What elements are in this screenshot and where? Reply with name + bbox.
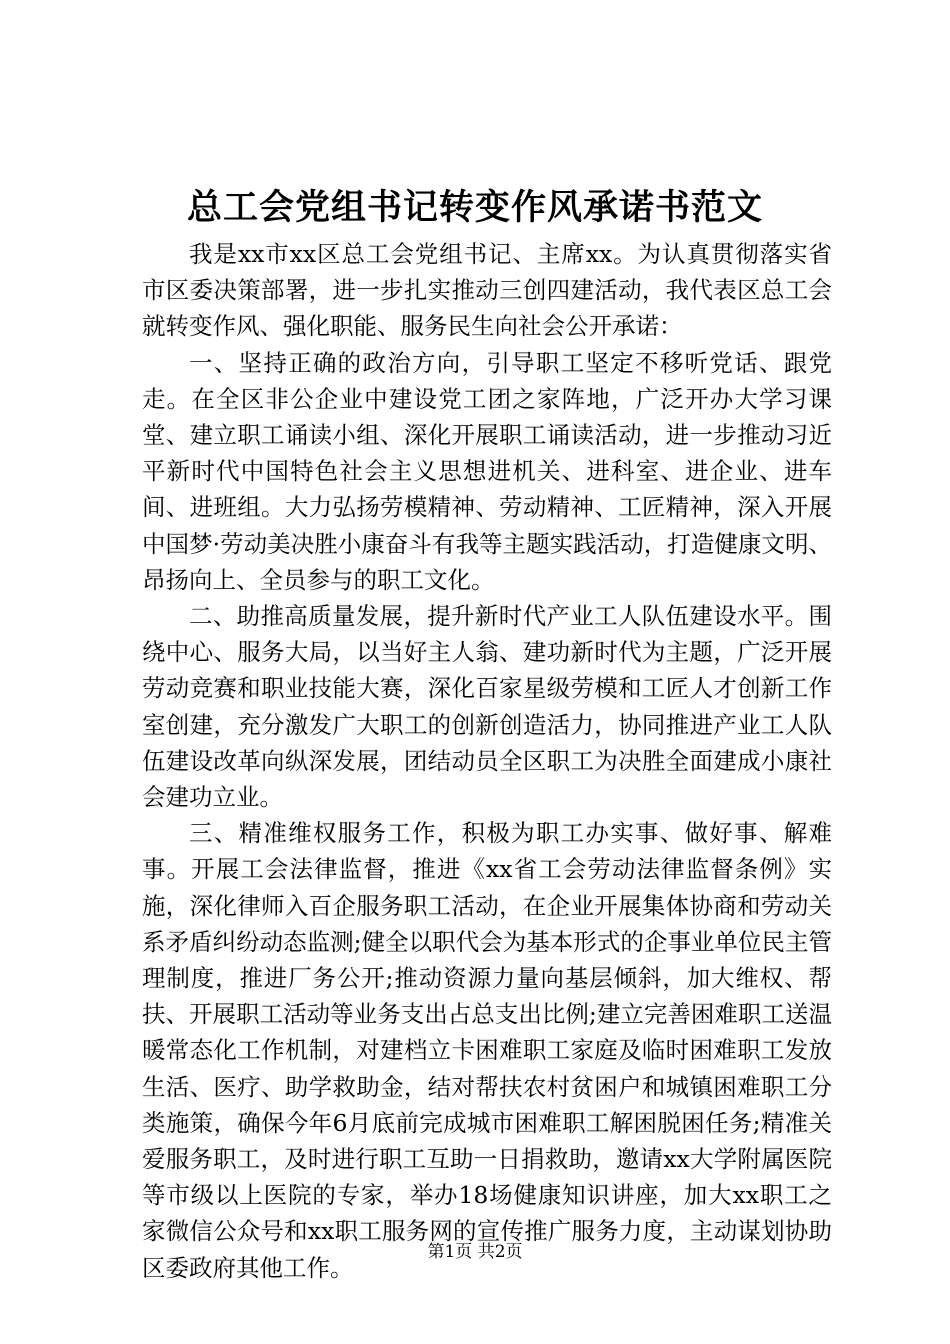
document-body xyxy=(142,236,832,1286)
page-number-footer: 第1页 共2页 xyxy=(427,1242,523,1262)
document-title: 总工会党组书记转变作风承诺书范文 xyxy=(186,187,763,228)
paragraph-three: 三、精准维权服务工作，积极为职工办实事、做好事、解难事。开展工会法律监督，推进《xx省工会劳动法律监督条例》实施，深化律师入百企服务职工活动，在企业开展集体协商和劳动关系矛盾纠纷动态监测;健全以职代会为基本形式的企事业单位民主管理制度，推进厂务公开;推动资源力量向基层倾斜，加大维权、帮扶、开展职工活动等业务支出占总支出比例;建立完善困难职工送温暖常态化工作机制，对建档立卡困难职工家庭及临时困难职工发放生活、医疗、助学救助金，结对帮扶农村贫困户和城镇困难职工分类施策，确保今年6月底前完成城市困难职工解困脱困任务;精准关爱服务职工，及时进行职工互助一日捐救助，邀请xx大学附属医院等市级以上医院的专家，举办18场健康知识讲座，加大xx职工之家微信公众号和xx职工服务网的宣传推广服务力度，主动谋划协助区委政府其他工作。 xyxy=(142,819,832,1282)
paragraph-intro: 我是xx市xx区总工会党组书记、主席xx。为认真贯彻落实省市区委决策部署，进一步扎实推动三创四建活动，我代表区总工会就转变作风、强化职能、服务民生向社会公开承诺： xyxy=(142,240,832,341)
paragraph-one: 一、坚持正确的政治方向，引导职工坚定不移听党话、跟党走。在全区非公企业中建设党工团之家阵地，广泛开办大学习课堂、建立职工诵读小组、深化开展职工诵读活动，进一步推动习近平新时代中国特色社会主义思想进机关、进科室、进企业、进车间、进班组。大力弘扬劳模精神、劳动精神、工匠精神，深入开展中国梦·劳动美决胜小康奋斗有我等主题实践活动，打造健康文明、昂扬向上、全员参与的职工文化。 xyxy=(142,348,832,594)
paragraph-two: 二、助推高质量发展，提升新时代产业工人队伍建设水平。围绕中心、服务大局，以当好主人翁、建功新时代为主题，广泛开展劳动竞赛和职业技能大赛，深化百家星级劳模和工匠人才创新工作室创建，充分激发广大职工的创新创造活力，协同推进产业工人队伍建设改革向纵深发展，团结动员全区职工为决胜全面建成小康社会建功立业。 xyxy=(142,602,832,812)
